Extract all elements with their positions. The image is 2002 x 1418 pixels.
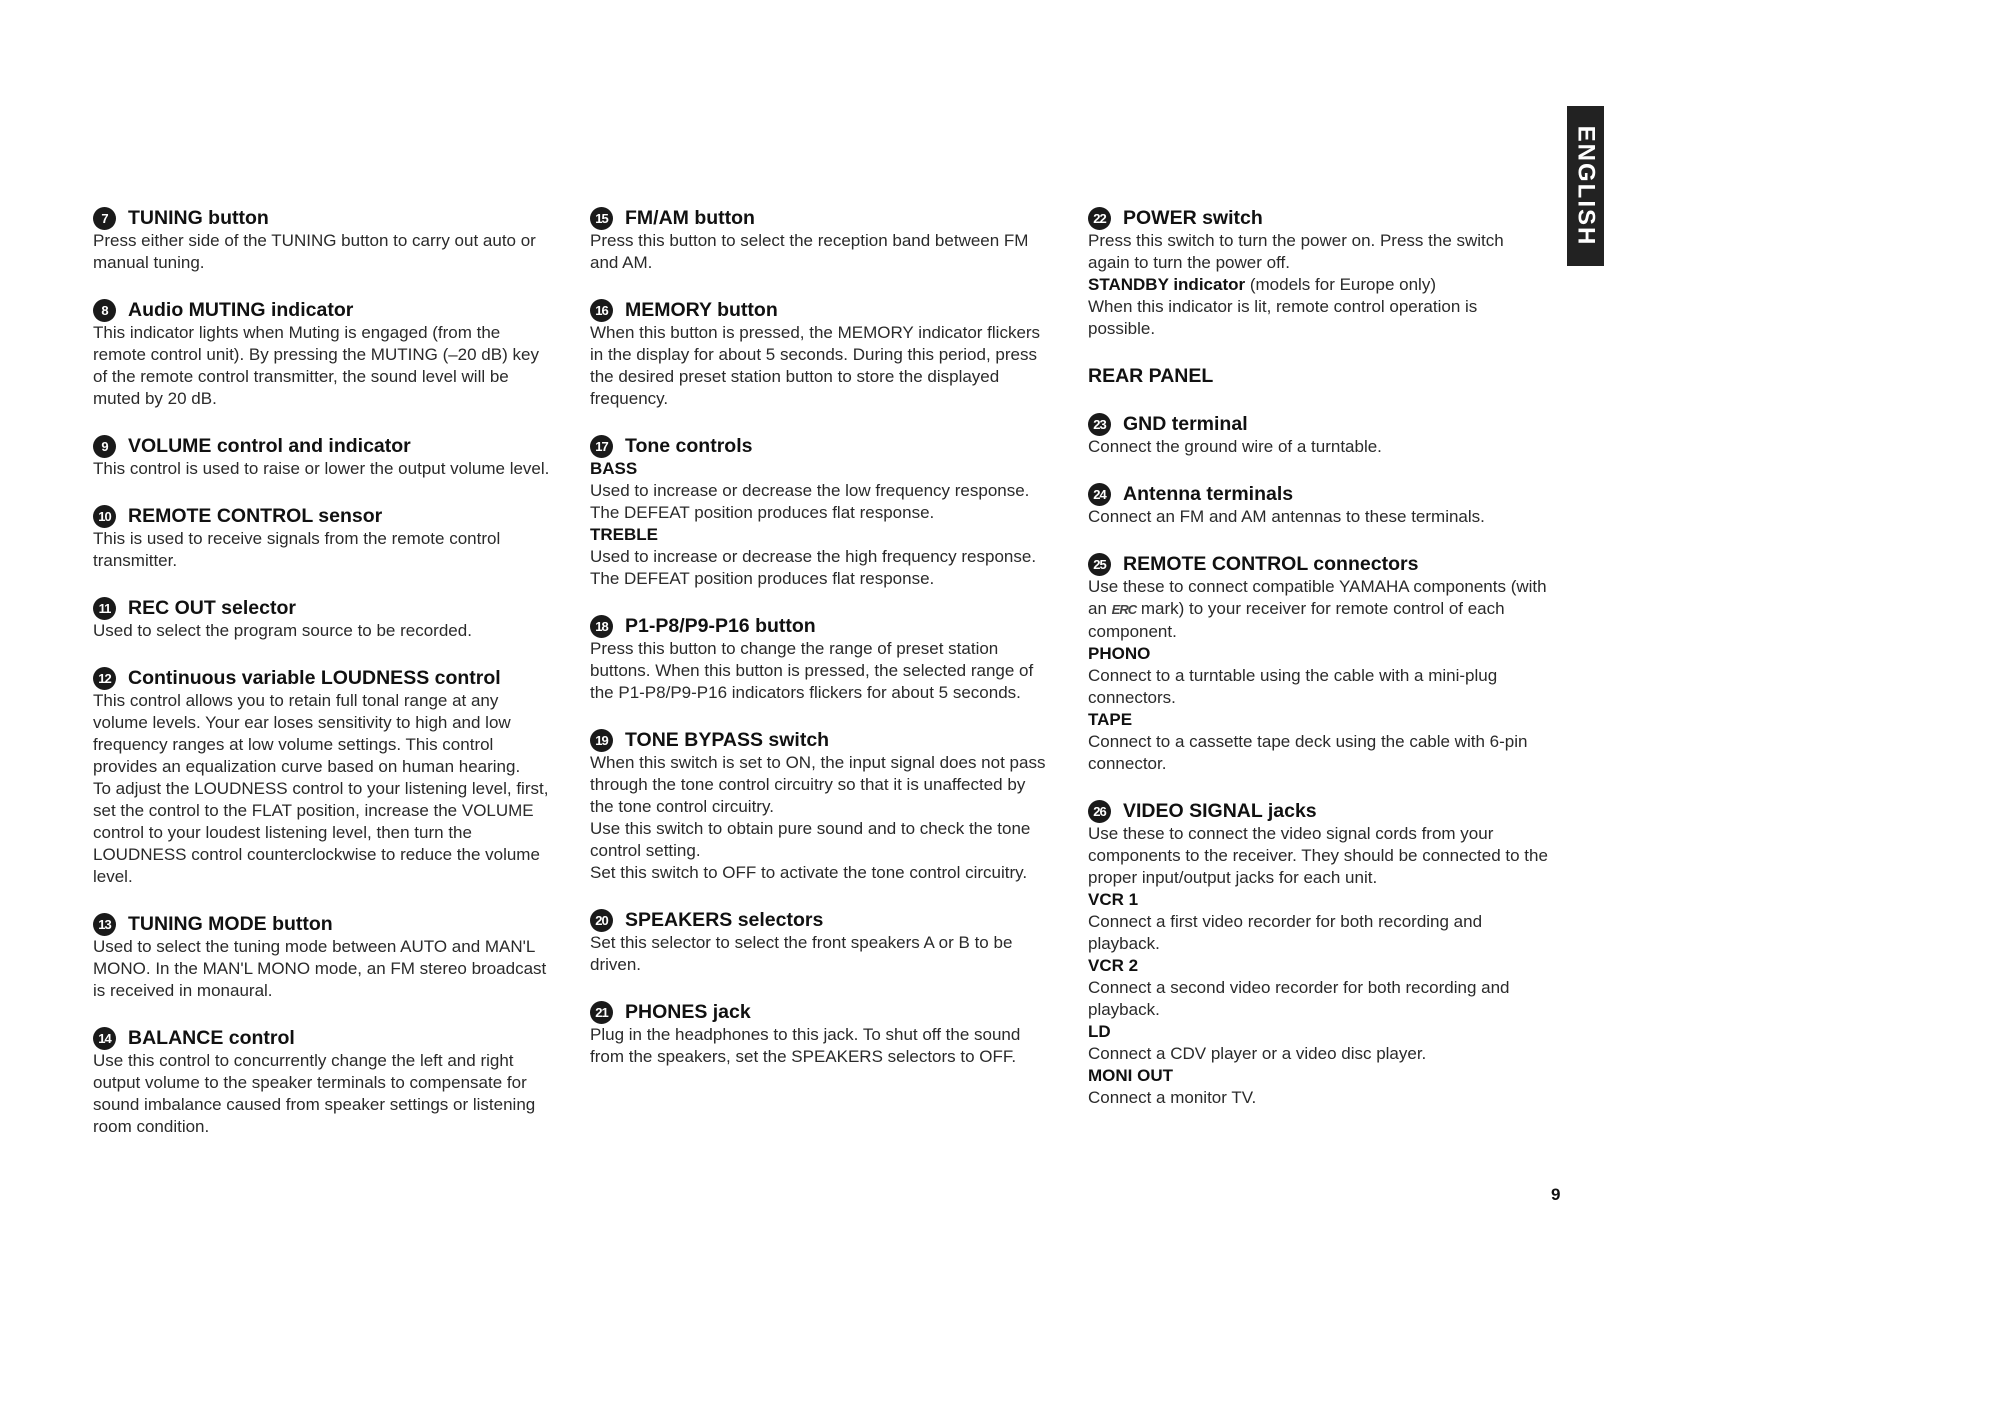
- feature-section: [590, 206, 1050, 274]
- column-1: [93, 206, 553, 1162]
- section-title: TUNING button: [128, 207, 269, 229]
- section-title: TUNING MODE button: [128, 913, 333, 935]
- video-sub-list: [1088, 889, 1548, 1109]
- sub-label: VCR 1: [1088, 890, 1139, 909]
- remote-control-connectors-section: [1088, 552, 1548, 775]
- item-number-badge: 7: [93, 207, 116, 230]
- feature-section: [93, 298, 553, 410]
- column-2: [590, 206, 1050, 1092]
- section-title: REMOTE CONTROL connectors: [1123, 553, 1419, 575]
- section-body: This indicator lights when Muting is engaged (from the remote control unit). By pressing the MUTING (–20 dB) key of the remote control transmitter, the sound level will be muted by 20 dB.: [93, 323, 539, 408]
- section-body: Connect the ground wire of a turntable.: [1088, 437, 1382, 456]
- section-body: Used to select the program source to be recorded.: [93, 621, 472, 640]
- item-number-badge: 25: [1088, 553, 1111, 576]
- section-heading: [1088, 206, 1548, 230]
- power-switch-section: [1088, 206, 1548, 340]
- section-heading: [1088, 482, 1548, 506]
- section-body: This control allows you to retain full tonal range at any volume levels. Your ear loses sensitivity to high and low frequency ranges at low volume settings. This control provides an equalization curve based on human hearing.: [93, 691, 521, 776]
- item-number-badge: 26: [1088, 800, 1111, 823]
- language-tab: [1567, 106, 1604, 266]
- section-body: Plug in the headphones to this jack. To shut off the sound from the speakers, set the SPEAKERS selectors to OFF.: [590, 1025, 1021, 1066]
- item-number-badge: 17: [590, 435, 613, 458]
- section-heading: [590, 908, 1050, 932]
- section-title: FM/AM button: [625, 207, 755, 229]
- section-body: This is used to receive signals from the remote control transmitter.: [93, 529, 501, 570]
- antenna-terminals-section: [1088, 482, 1548, 528]
- section-body: Use this switch to obtain pure sound and to check the tone control setting.: [590, 819, 1031, 860]
- standby-label: STANDBY indicator: [1088, 275, 1246, 294]
- sub-body: Used to increase or decrease the high frequency response. The DEFEAT position produces flat response.: [590, 547, 1037, 588]
- item-number-badge: 12: [93, 667, 116, 690]
- sub-label: LD: [1088, 1022, 1111, 1041]
- section-body: Connect an FM and AM antennas to these terminals.: [1088, 507, 1485, 526]
- section-title: VIDEO SIGNAL jacks: [1123, 800, 1317, 822]
- section-title: BALANCE control: [128, 1027, 295, 1049]
- section-heading: [590, 206, 1050, 230]
- section-title: REMOTE CONTROL sensor: [128, 505, 383, 527]
- section-heading: [93, 666, 553, 690]
- feature-section: [93, 206, 553, 274]
- section-heading: [93, 434, 553, 458]
- column-3: [1088, 206, 1548, 1133]
- section-title: POWER switch: [1123, 207, 1263, 229]
- remote-sub-list: [1088, 643, 1548, 775]
- feature-section: [590, 908, 1050, 976]
- section-title: Tone controls: [625, 435, 753, 457]
- section-title: GND terminal: [1123, 413, 1248, 435]
- section-body: Press this button to select the reception band between FM and AM.: [590, 231, 1029, 272]
- feature-section: [93, 666, 553, 888]
- sub-label: TAPE: [1088, 710, 1133, 729]
- section-title: VOLUME control and indicator: [128, 435, 411, 457]
- sub-body: Connect to a turntable using the cable with a mini-plug connectors.: [1088, 666, 1498, 707]
- item-number-badge: 14: [93, 1027, 116, 1050]
- section-title: Audio MUTING indicator: [128, 299, 354, 321]
- item-number-badge: 18: [590, 615, 613, 638]
- item-number-badge: 21: [590, 1001, 613, 1024]
- section-heading: [590, 1000, 1050, 1024]
- section-body: Press this switch to turn the power on. Press the switch again to turn the power off.: [1088, 231, 1504, 272]
- item-number-badge: 19: [590, 729, 613, 752]
- section-heading: [93, 1026, 553, 1050]
- section-title: REC OUT selector: [128, 597, 296, 619]
- section-body: When this button is pressed, the MEMORY indicator flickers in the display for about 5 seconds. During this period, press the desired preset station button to store the displayed frequency.: [590, 323, 1041, 408]
- item-number-badge: 16: [590, 299, 613, 322]
- section-heading: [93, 596, 553, 620]
- item-number-badge: 11: [93, 597, 116, 620]
- section-title: Antenna terminals: [1123, 483, 1294, 505]
- sub-label: VCR 2: [1088, 956, 1139, 975]
- video-signal-jacks-section: [1088, 799, 1548, 1109]
- sub-label: TREBLE: [590, 525, 658, 544]
- section-heading: [590, 298, 1050, 322]
- section-body: Use these to connect the video signal cords from your components to the receiver. They should be connected to the proper input/output jacks for each unit.: [1088, 824, 1548, 887]
- language-tab-label: ENGLISH: [1572, 125, 1600, 247]
- item-number-badge: 20: [590, 909, 613, 932]
- section-title: Continuous variable LOUDNESS control: [128, 667, 501, 689]
- sub-label: PHONO: [1088, 644, 1151, 663]
- section-body: Used to select the tuning mode between AUTO and MAN'L MONO. In the MAN'L MONO mode, an FM stereo broadcast is received in monaural.: [93, 937, 547, 1000]
- section-heading: [590, 614, 1050, 638]
- section-heading: [93, 504, 553, 528]
- sub-body: Connect to a cassette tape deck using the cable with 6-pin connector.: [1088, 732, 1528, 773]
- rear-panel-heading: REAR PANEL: [1088, 365, 1214, 387]
- section-heading: [93, 912, 553, 936]
- section-heading: [93, 206, 553, 230]
- sub-label: MONI OUT: [1088, 1066, 1173, 1085]
- item-number-badge: 13: [93, 913, 116, 936]
- section-title: P1-P8/P9-P16 button: [625, 615, 816, 637]
- sub-body: Connect a monitor TV.: [1088, 1088, 1257, 1107]
- section-body: [1088, 576, 1548, 643]
- item-number-badge: 24: [1088, 483, 1111, 506]
- section-body: Set this switch to OFF to activate the tone control circuitry.: [590, 863, 1028, 882]
- section-heading: [1088, 799, 1548, 823]
- section-body: Press either side of the TUNING button to carry out auto or manual tuning.: [93, 231, 536, 272]
- section-body: When this switch is set to ON, the input signal does not pass through the tone control circuitry so that it is unaffected by the tone control circuitry.: [590, 753, 1046, 816]
- erc-mark-icon: ERC: [1111, 602, 1137, 617]
- item-number-badge: 10: [93, 505, 116, 528]
- section-title: PHONES jack: [625, 1001, 751, 1023]
- item-number-badge: 23: [1088, 413, 1111, 436]
- section-body: To adjust the LOUDNESS control to your listening level, first, set the control to the FLAT position, increase the VOLUME control to your loudest listening level, then turn the LOUDNESS control counterclockwise to reduce the volume level.: [93, 779, 549, 886]
- body-text-post: mark) to your receiver for remote control of each component.: [1088, 599, 1505, 641]
- feature-section: [93, 596, 553, 642]
- feature-section: [93, 912, 553, 1002]
- feature-section: [93, 504, 553, 572]
- item-number-badge: 8: [93, 299, 116, 322]
- feature-section: [590, 298, 1050, 410]
- section-heading: [590, 728, 1050, 752]
- feature-section: [590, 434, 1050, 590]
- feature-section: [93, 1026, 553, 1138]
- body-text-pre: Use these to connect compatible YAMAHA components (with an: [1088, 577, 1547, 618]
- section-title: TONE BYPASS switch: [625, 729, 830, 751]
- section-body: This control is used to raise or lower the output volume level.: [93, 459, 550, 478]
- sub-body: Connect a CDV player or a video disc player.: [1088, 1044, 1427, 1063]
- feature-section: [590, 1000, 1050, 1068]
- standby-body: When this indicator is lit, remote control operation is possible.: [1088, 297, 1478, 338]
- sub-body: Connect a second video recorder for both recording and playback.: [1088, 978, 1510, 1019]
- page-number: 9: [1551, 1185, 1561, 1204]
- section-body: Set this selector to select the front speakers A or B to be driven.: [590, 933, 1013, 974]
- sub-body: Used to increase or decrease the low frequency response. The DEFEAT position produces flat response.: [590, 481, 1030, 522]
- section-title: SPEAKERS selectors: [625, 909, 824, 931]
- item-number-badge: 9: [93, 435, 116, 458]
- item-number-badge: 22: [1088, 207, 1111, 230]
- sub-label: BASS: [590, 459, 638, 478]
- item-number-badge: 15: [590, 207, 613, 230]
- feature-section: [93, 434, 553, 480]
- standby-line: [1088, 274, 1548, 296]
- section-heading: [1088, 412, 1548, 436]
- sub-body: Connect a first video recorder for both recording and playback.: [1088, 912, 1483, 953]
- standby-note: (models for Europe only): [1249, 275, 1436, 294]
- feature-section: [590, 728, 1050, 884]
- section-body: Press this button to change the range of preset station buttons. When this button is pressed, the selected range of the P1-P8/P9-P16 indicators flickers for about 5 seconds.: [590, 639, 1034, 702]
- section-body: Use this control to concurrently change the left and right output volume to the speaker terminals to compensate for sound imbalance caused from speaker settings or listening room condition.: [93, 1051, 536, 1136]
- section-heading: [93, 298, 553, 322]
- section-title: MEMORY button: [625, 299, 778, 321]
- feature-section: [590, 614, 1050, 704]
- gnd-terminal-section: [1088, 412, 1548, 458]
- section-heading: [1088, 552, 1548, 576]
- section-heading: [590, 434, 1050, 458]
